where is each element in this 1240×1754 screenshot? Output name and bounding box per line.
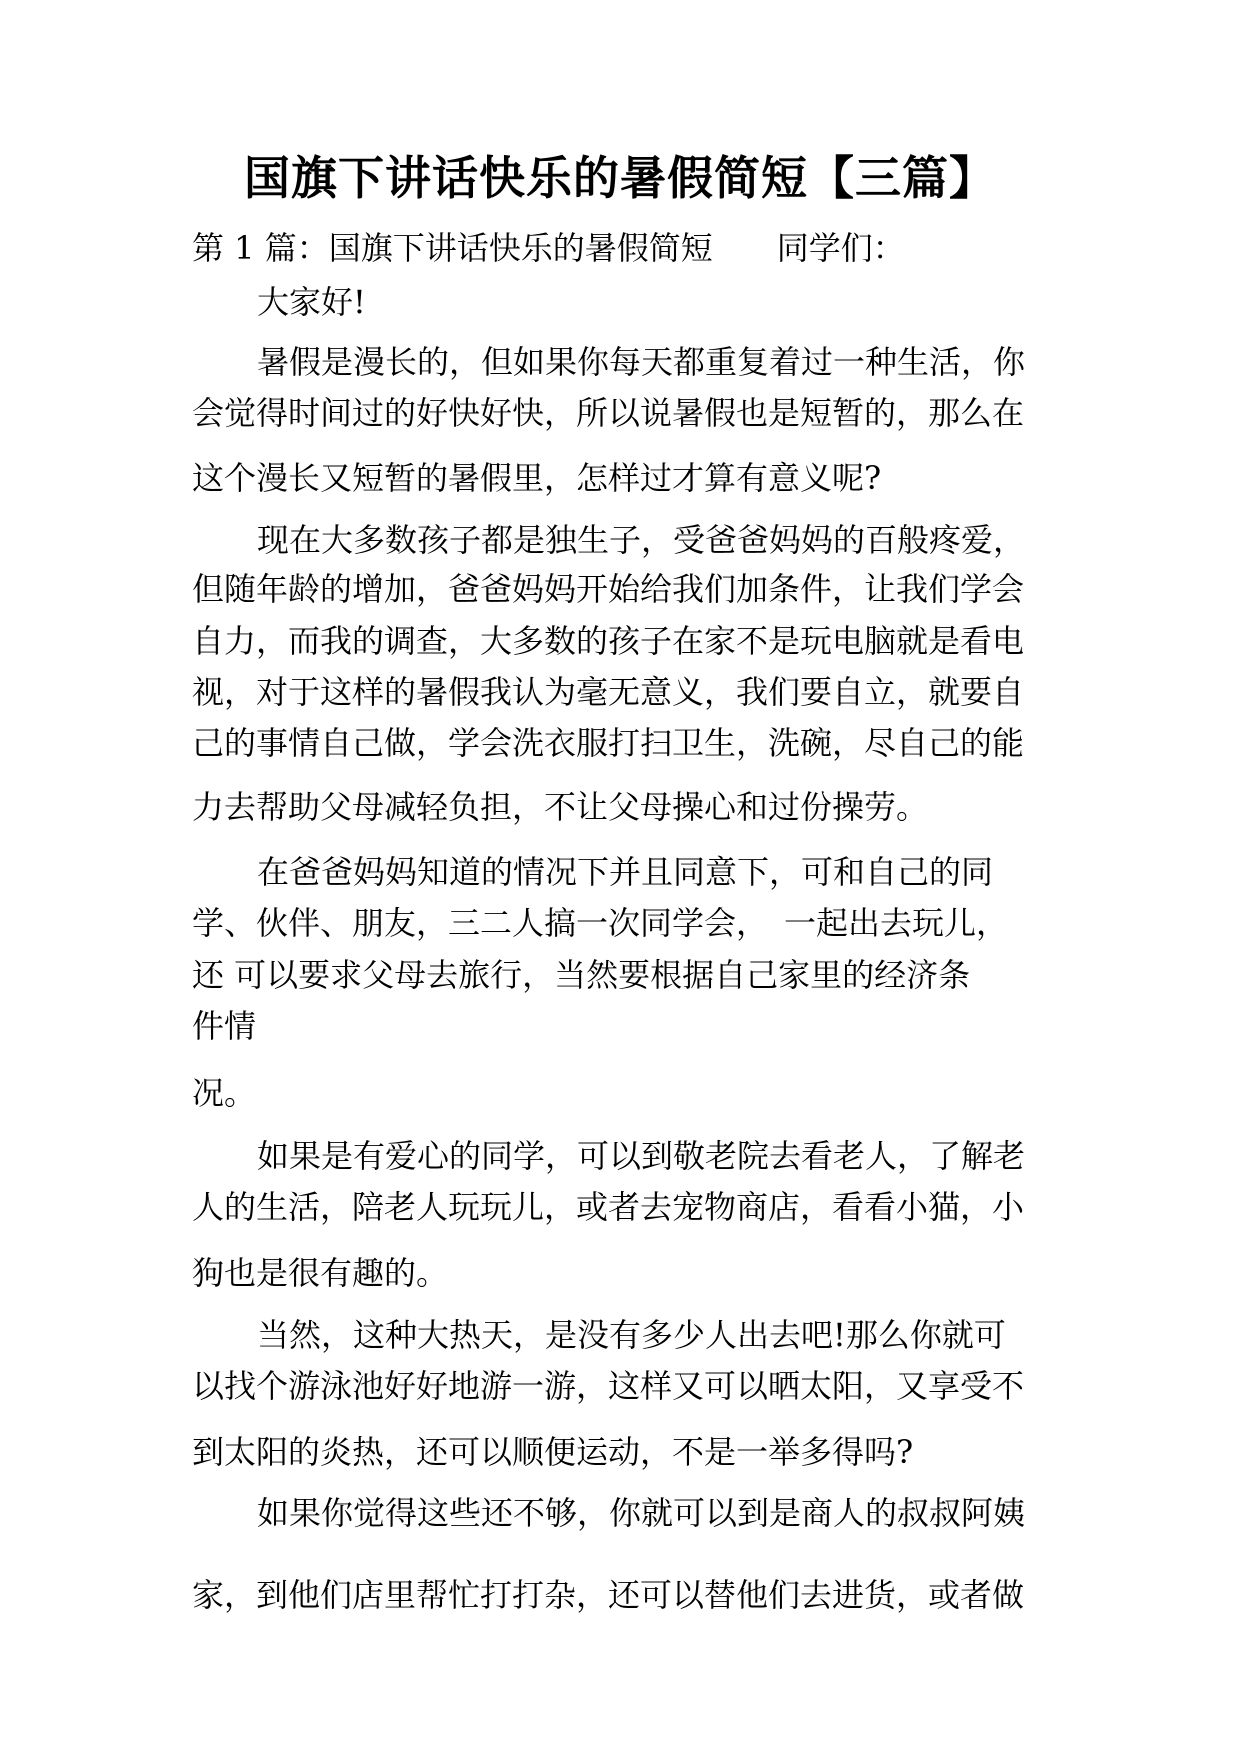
text-line: 力去帮助父母减轻负担，不让父母操心和过份操劳。	[192, 788, 929, 826]
text-line: 学、伙伴、朋友，三二人搞一次同学会， 一起出去玩儿，	[192, 904, 1009, 942]
text-line: 第 1 篇：国旗下讲话快乐的暑假简短 同学们：	[192, 229, 905, 267]
text-line: 如果是有爱心的同学，可以到敬老院去看老人，了解老	[257, 1137, 1026, 1175]
text-line: 况。	[192, 1074, 257, 1112]
text-line: 件情	[192, 1007, 257, 1045]
text-line: 大家好!	[257, 283, 366, 321]
text-line: 以找个游泳池好好地游一游，这样又可以晒太阳，又享受不	[192, 1367, 1025, 1405]
text-line: 但随年龄的增加，爸爸妈妈开始给我们加条件，让我们学会	[192, 570, 1025, 608]
text-line: 现在大多数孩子都是独生子，受爸爸妈妈的百般疼爱，	[257, 521, 1026, 559]
text-line: 狗也是很有趣的。	[192, 1254, 449, 1292]
text-line: 到太阳的炎热，还可以顺便运动，不是一举多得吗?	[192, 1433, 914, 1471]
text-line: 视，对于这样的暑假我认为毫无意义，我们要自立，就要自	[192, 673, 1025, 711]
document-title: 国旗下讲话快乐的暑假简短【三篇】	[244, 151, 996, 205]
text-line: 在爸爸妈妈知道的情况下并且同意下，可和自己的同	[257, 853, 994, 891]
text-line: 还 可以要求父母去旅行，当然要根据自己家里的经济条	[192, 956, 971, 994]
text-line: 如果你觉得这些还不够，你就可以到是商人的叔叔阿姨	[257, 1494, 1026, 1532]
text-line: 人的生活，陪老人玩玩儿，或者去宠物商店，看看小猫，小	[192, 1188, 1025, 1226]
text-line: 当然，这种大热天，是没有多少人出去吧!那么你就可	[257, 1316, 1006, 1354]
text-line: 暑假是漫长的，但如果你每天都重复着过一种生活，你	[257, 343, 1026, 381]
text-line: 这个漫长又短暂的暑假里，怎样过才算有意义呢?	[192, 459, 882, 497]
text-line: 会觉得时间过的好快好快，所以说暑假也是短暂的，那么在	[192, 394, 1025, 432]
text-line: 己的事情自己做，学会洗衣服打扫卫生，洗碗，尽自己的能	[192, 724, 1025, 762]
text-line: 家，到他们店里帮忙打打杂，还可以替他们去进货，或者做	[192, 1576, 1025, 1614]
text-line: 自力，而我的调查，大多数的孩子在家不是玩电脑就是看电	[192, 622, 1025, 660]
